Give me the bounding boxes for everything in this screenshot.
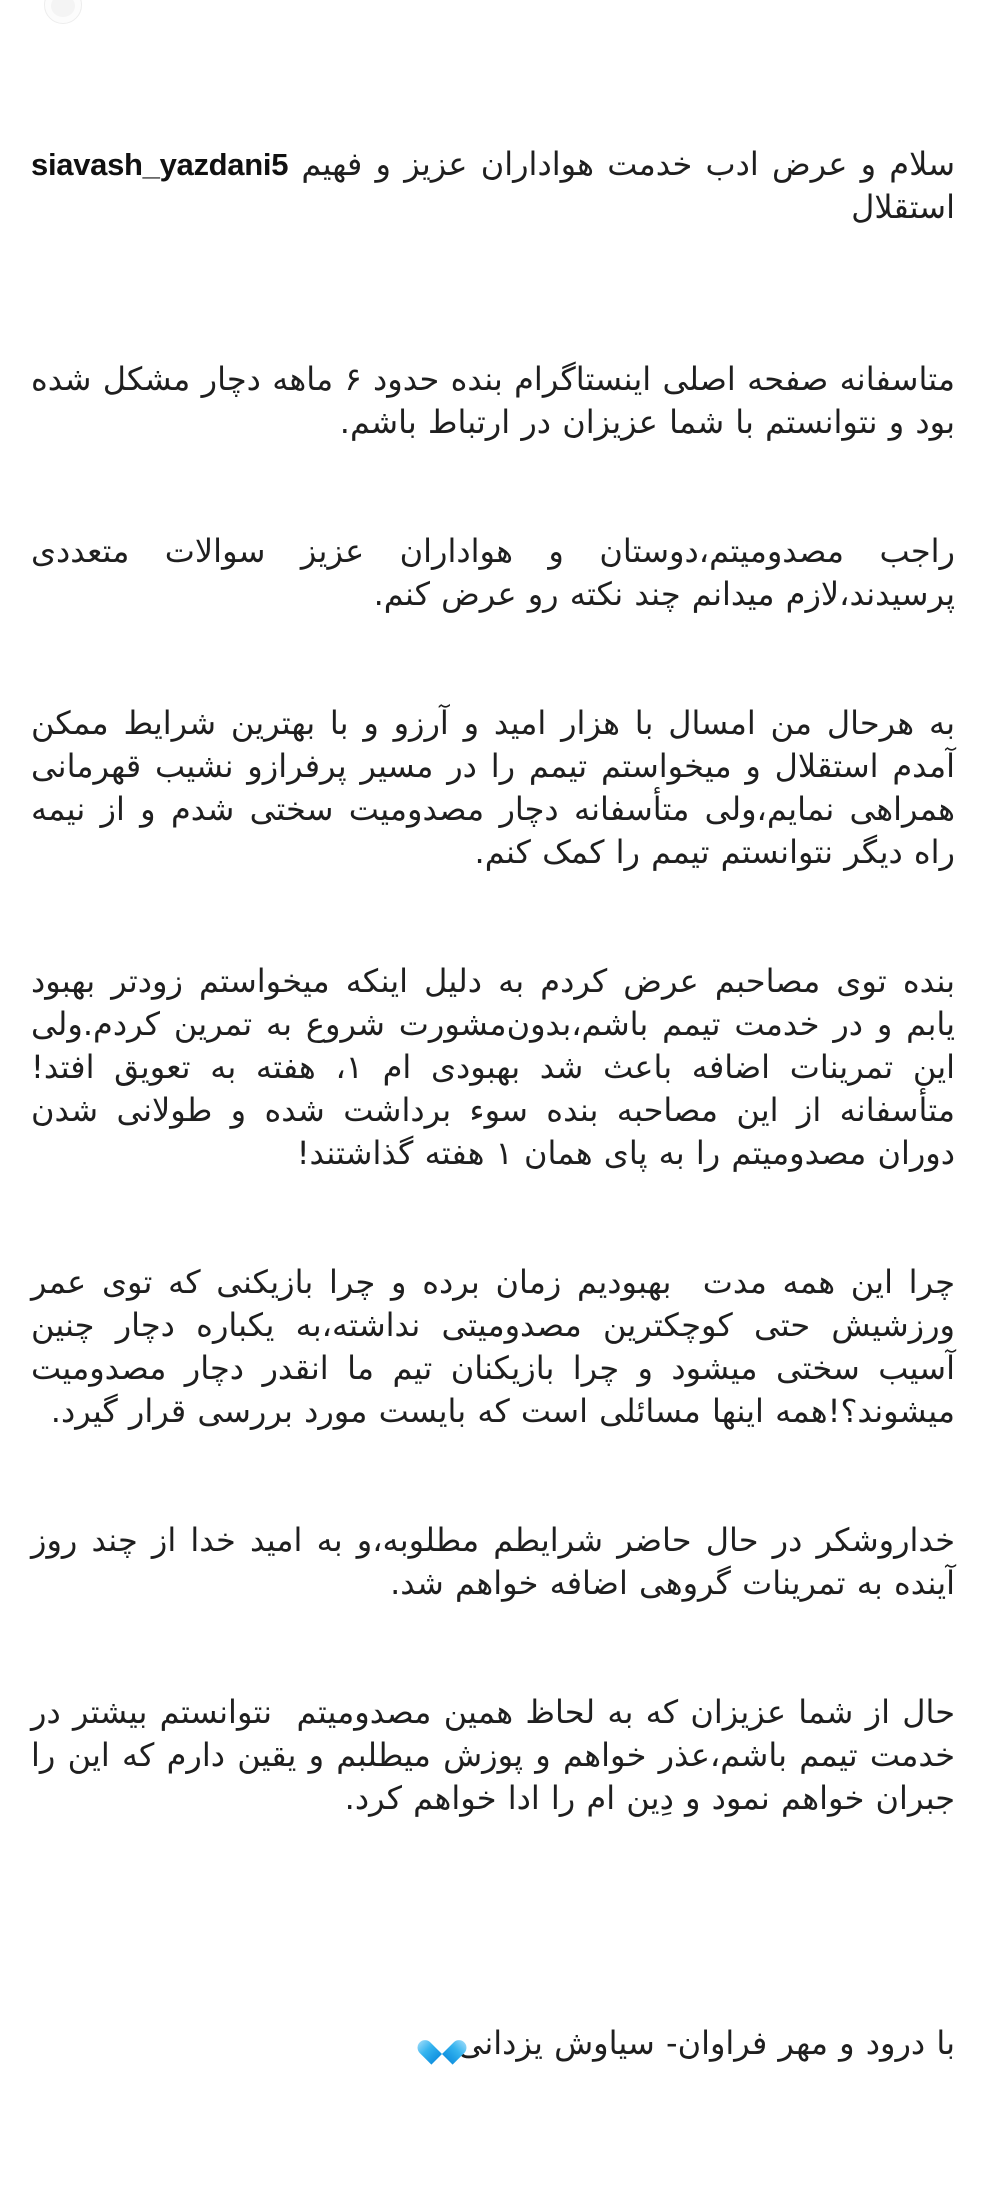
greeting-text-before-username: سلام و عرض ادب خدمت هواداران عزیز و فهیم xyxy=(288,145,955,183)
caption-paragraph: بنده توی مصاحبم عرض کردم به دلیل اینکه میخواستم زودتر بهبود یابم و در خدمت تیمم باشم،بدون‌مشورت شروع به تمرین کردم.ولی این تمرینات اضافه باعث شد بهبودی ام ۱، هفته به تعویق افتد!متأسفانه از این مصاحبه بنده سوء برداشت شده و طولانی شدن دوران مصدومیتم را به پای همان ۱ هفته گذاشتند! xyxy=(19,962,956,1172)
greeting-text-after-username: استقلال xyxy=(19,145,955,226)
caption-paragraph: چرا این همه مدت بهبودیم زمان برده و چرا بازیکنی که توی عمر ورزشیش حتی کوچکترین مصدومیتی نداشته،به یکباره دچار چنین آسیب سختی میشود و چرا بازیکنان تیم ما انقدر دچار مصدومیت میشوند؟!همه اینها مسائلی است که بایست مورد بررسی قرار گیرد. xyxy=(19,1263,955,1430)
caption-paragraph: متاسفانه صفحه اصلی اینستاگرام بنده حدود ۶ ماهه دچار مشکل شده بود و نتوانستم با شما عزیزان در ارتباط باشم. xyxy=(19,360,956,441)
caption-paragraph: حال از شما عزیزان که به لحاظ همین مصدومیتم نتوانستم بیشتر در خدمت تیمم باشم،عذر خواهم و پوزش میطلبم و یقین دارم که این را جبران خواهم نمود و دِین ام را ادا خواهم کرد. xyxy=(19,1693,955,1817)
caption-greeting-line xyxy=(19,143,955,229)
signature-text: با درود و مهر فراوان- سیاوش یزدانی xyxy=(457,2024,955,2062)
username-mention[interactable]: siavash_yazdani5 xyxy=(31,147,289,182)
caption-paragraph: خداروشکر در حال حاضر شرایطم مطلوبه،و به امید خدا از چند روز آینده به تمرینات گروهی اضافه خواهم شد. xyxy=(19,1521,955,1602)
caption-paragraph: به هرحال من امسال با هزار امید و آرزو و با بهترین شرایط ممکن آمدم استقلال و میخواستم تیمم را در مسیر پرفرازو نشیب قهرمانی همراهی نمایم،ولی متأسفانه دچار مصدومیت سختی شدم و از نیمه راه دیگر نتوانستم تیمم را کمک کنم. xyxy=(19,704,955,871)
blue-heart-icon xyxy=(427,2030,457,2058)
caption-signature xyxy=(31,2022,955,2065)
caption-body xyxy=(19,14,956,2194)
caption-paragraph: راجب مصدومیتم،دوستان و هواداران عزیز سوالات متعددی پرسیدند،لازم میدانم چند نکته رو عرض کنم. xyxy=(19,532,955,613)
